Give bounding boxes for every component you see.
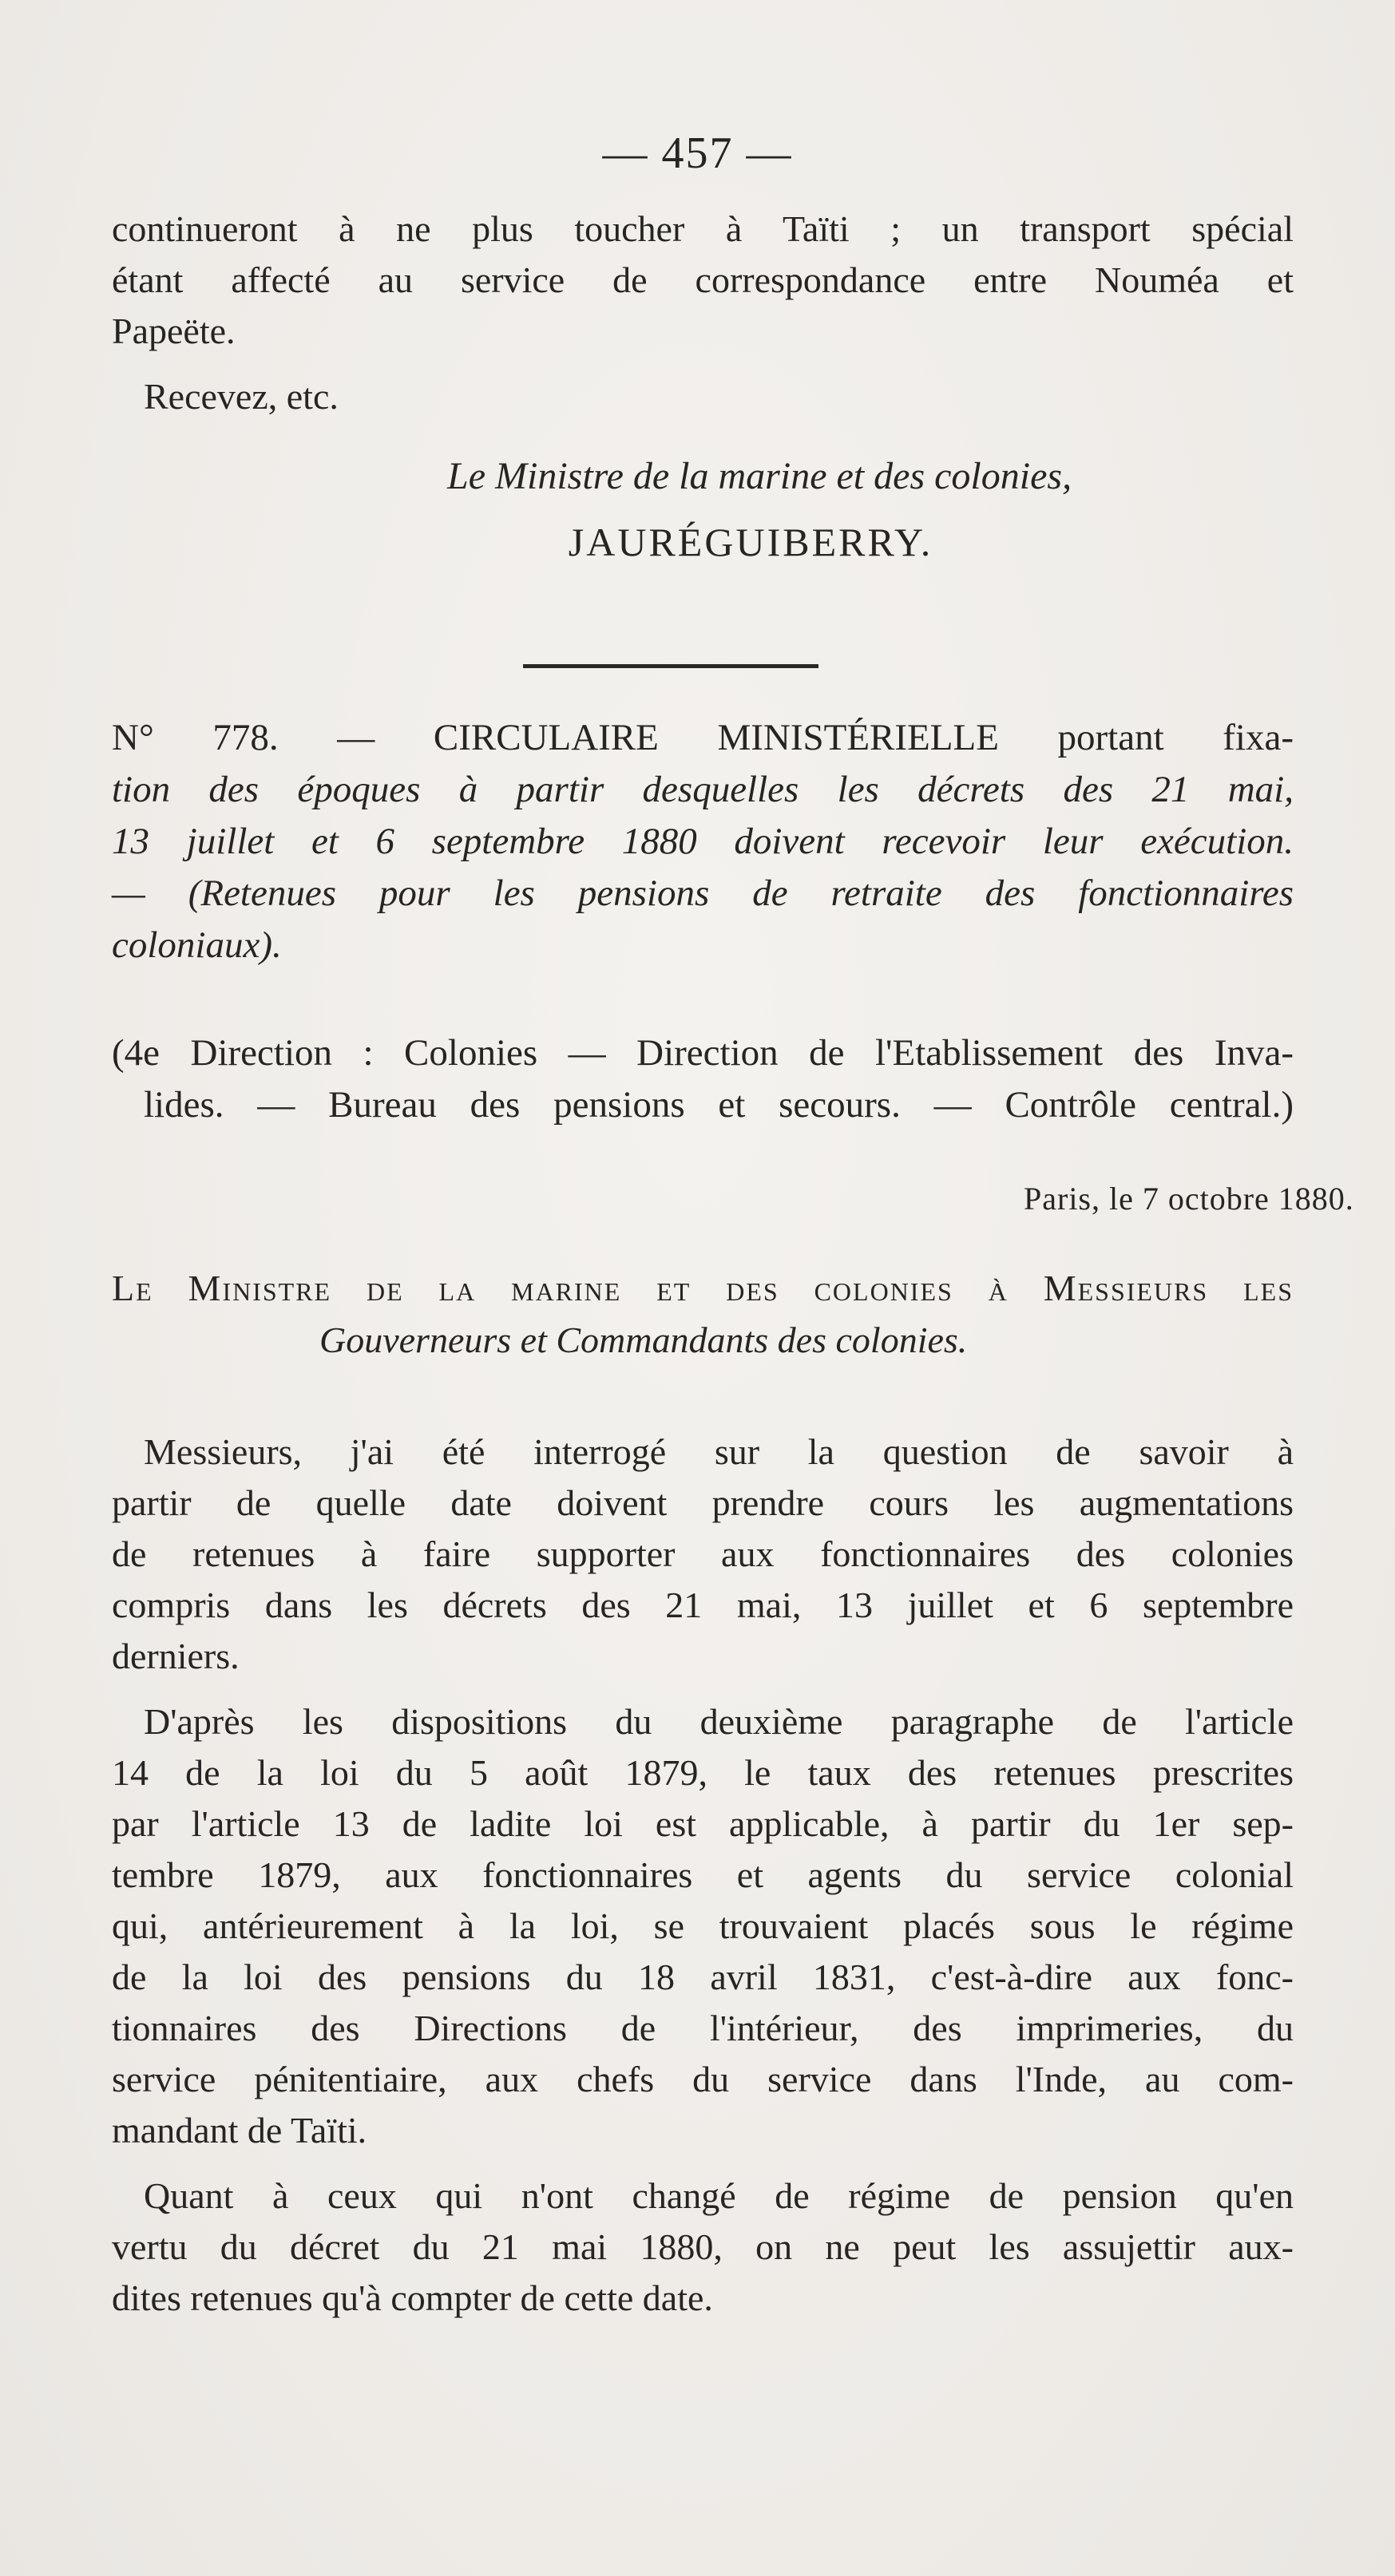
paragraph-2-line-4: tembre 1879, aux fonctionnaires et agents du service colonial <box>112 1854 1294 1895</box>
addressee-line-1: Le Ministre de la marine et des colonies à Messieurs les <box>112 1268 1294 1308</box>
paragraph-1-line-3: de retenues à faire supporter aux fonctionnaires des colonies <box>112 1533 1294 1574</box>
paragraph-2-line-7: tionnaires des Directions de l'intérieur, des imprimeries, du <box>112 2008 1294 2048</box>
continuation-line-1: continueront à ne plus toucher à Taïti ; un transport spécial <box>112 208 1294 249</box>
addressee-line-2: Gouverneurs et Commandants des colonies. <box>319 1320 968 1360</box>
signatory-name: JAURÉGUIBERRY. <box>568 520 933 564</box>
direction-line-1: (4e Direction : Colonies — Direction de l'Etablissement des Inva- <box>112 1032 1294 1074</box>
circular-date: Paris, le 7 octobre 1880. <box>1024 1181 1354 1217</box>
paragraph-1-line-4: compris dans les décrets des 21 mai, 13 juillet et 6 septembre <box>112 1585 1294 1625</box>
continuation-line-2: étant affecté au service de correspondance entre Nouméa et <box>112 259 1294 300</box>
paragraph-3-line-1: Quant à ceux qui n'ont changé de régime de pension qu'en <box>144 2175 1294 2216</box>
page-number: — 457 — <box>602 129 793 178</box>
paragraph-3-line-3: dites retenues qu'à compter de cette date. <box>112 2277 713 2318</box>
direction-line-2: lides. — Bureau des pensions et secours. — Contrôle central.) <box>144 1084 1294 1126</box>
circular-heading-line-5: coloniaux). <box>112 924 282 966</box>
circular-heading-line-1: N° 778. — CIRCULAIRE MINISTÉRIELLE portant fixa- <box>112 717 1294 758</box>
continuation-line-3: Papeëte. <box>112 311 236 351</box>
paragraph-2-line-8: service pénitentiaire, aux chefs du service dans l'Inde, au com- <box>112 2059 1294 2099</box>
signatory-title: Le Ministre de la marine et des colonies, <box>447 455 1072 497</box>
paragraph-2-line-9: mandant de Taïti. <box>112 2110 367 2151</box>
paragraph-2-line-1: D'après les dispositions du deuxième paragraphe de l'article <box>144 1701 1294 1742</box>
paragraph-1-line-1: Messieurs, j'ai été interrogé sur la question de savoir à <box>144 1431 1294 1472</box>
paragraph-2-line-6: de la loi des pensions du 18 avril 1831, c'est-à-dire aux fonc- <box>112 1957 1294 1997</box>
closing-salutation: Recevez, etc. <box>144 376 339 417</box>
paragraph-2-line-5: qui, antérieurement à la loi, se trouvaient placés sous le régime <box>112 1905 1294 1946</box>
paragraph-1-line-5: derniers. <box>112 1636 240 1676</box>
section-divider <box>523 664 818 668</box>
circular-heading-line-4: — (Retenues pour les pensions de retraite des fonctionnaires <box>112 873 1294 914</box>
paragraph-3-line-2: vertu du décret du 21 mai 1880, on ne peut les assujettir aux- <box>112 2226 1294 2267</box>
circular-heading-line-2: tion des époques à partir desquelles les décrets des 21 mai, <box>112 769 1294 810</box>
circular-heading-line-3: 13 juillet et 6 septembre 1880 doivent recevoir leur exécution. <box>112 821 1294 862</box>
paragraph-2-line-2: 14 de la loi du 5 août 1879, le taux des retenues prescrites <box>112 1752 1294 1793</box>
paragraph-2-line-3: par l'article 13 de ladite loi est applicable, à partir du 1er sep- <box>112 1803 1294 1844</box>
paragraph-1-line-2: partir de quelle date doivent prendre cours les augmentations <box>112 1482 1294 1523</box>
